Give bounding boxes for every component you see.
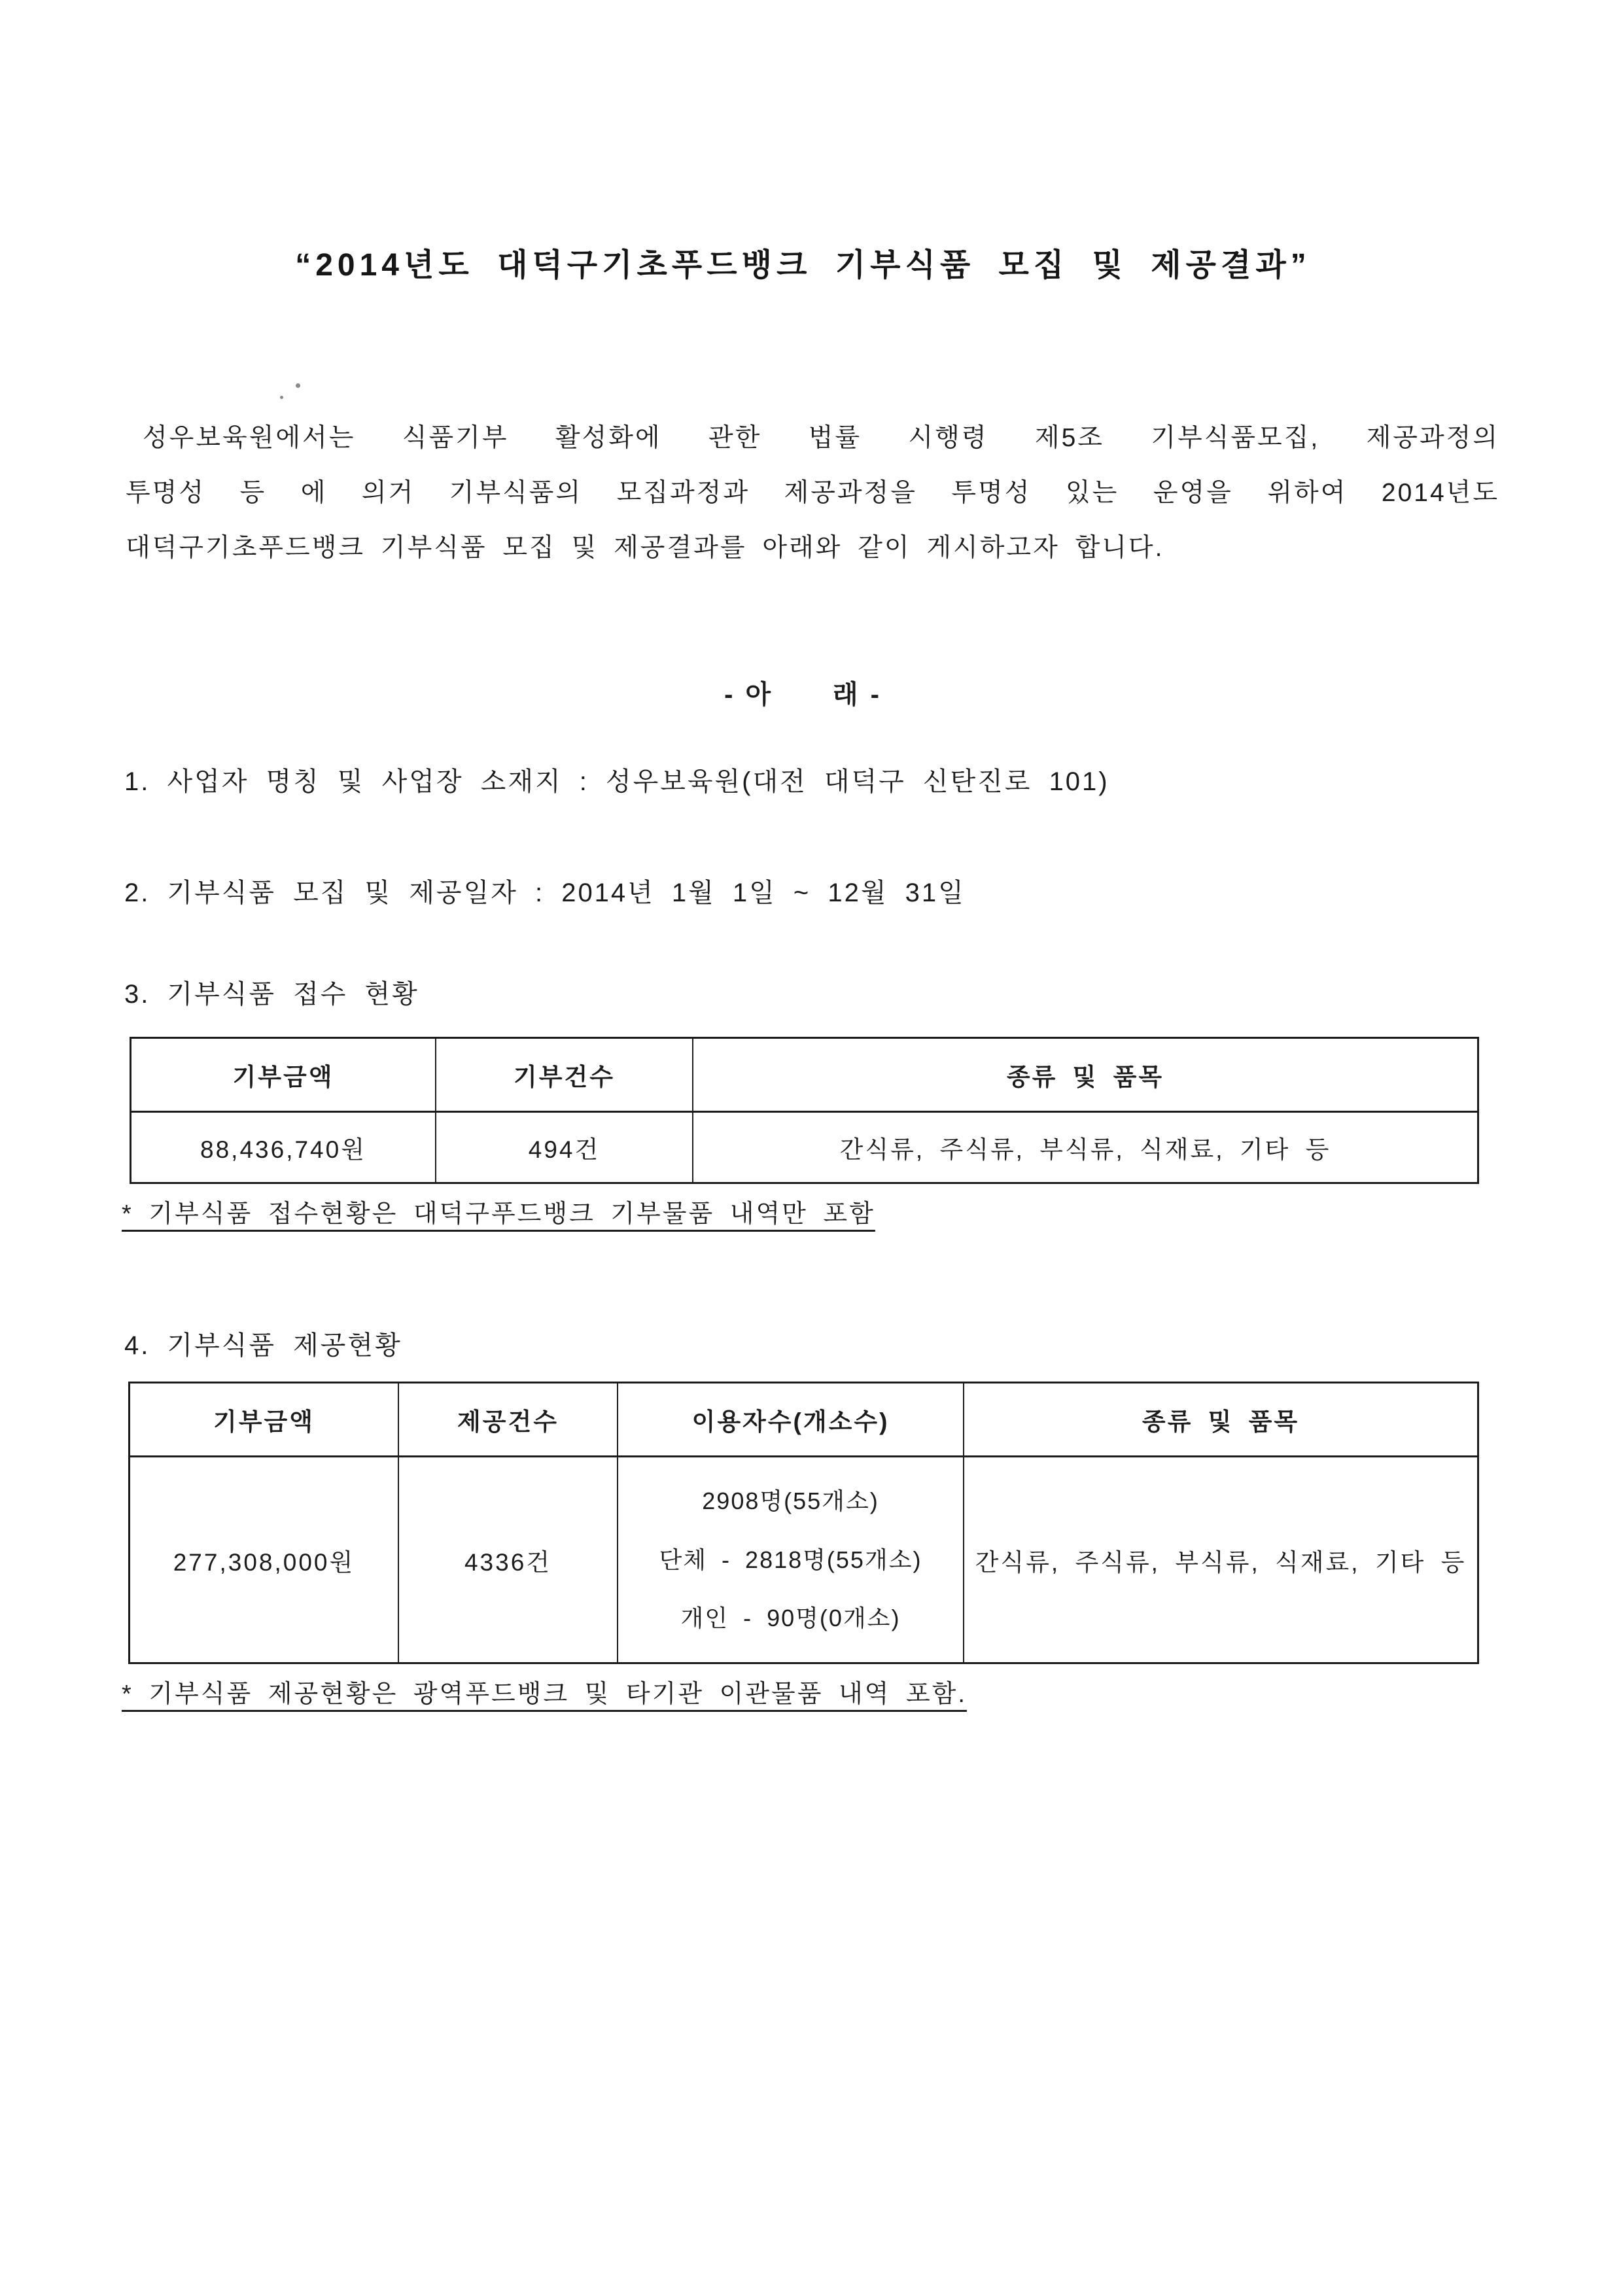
list-item-collection-period: 2. 기부식품 모집 및 제공일자 : 2014년 1월 1일 ~ 12월 31일 — [124, 878, 966, 907]
table1-header-donation-amount: 기부금액 — [232, 1064, 334, 1090]
table2-cell-donation-amount: 277,308,000원 — [130, 1455, 398, 1662]
donation-received-table — [130, 1037, 1479, 1184]
intro-line-2: 투명성 등 에 의거 기부식품의 모집과정과 제공과정을 투명성 있는 운영을 위하여 2014년도 — [126, 479, 1499, 507]
table2-header-item-types: 종류 및 품목 — [963, 1383, 1477, 1455]
table1-header-donation-count: 기부건수 — [435, 1039, 692, 1111]
document-title: “2014년도 대덕구기초푸드뱅크 기부식품 모집 및 제공결과” — [295, 248, 1311, 283]
section4-heading: 4. 기부식품 제공현황 — [124, 1331, 402, 1360]
table2-cell-item-types: 간식류, 주식류, 부식류, 식재료, 기타 등 — [963, 1455, 1477, 1662]
scan-artifact-dot — [296, 383, 300, 388]
table1-cell-item-types: 간식류, 주식류, 부식류, 식재료, 기타 등 — [692, 1111, 1477, 1182]
table2-cell-user-count — [617, 1455, 963, 1662]
table2-header-donation-amount: 기부금액 — [213, 1408, 315, 1435]
donation-provided-table — [128, 1382, 1479, 1664]
table1-cell-donation-amount: 88,436,740원 — [131, 1111, 435, 1182]
section3-heading: 3. 기부식품 접수 현황 — [124, 980, 419, 1009]
below-divider-label: - 아 래 - — [724, 680, 882, 709]
table2-header-user-count: 이용자수(개소수) — [617, 1383, 963, 1455]
list-item-business-name-address: 1. 사업자 명칭 및 사업장 소재지 : 성우보육원(대전 대덕구 신탄진로 101) — [124, 767, 1109, 796]
table2-footnote: * 기부식품 제공현황은 광역푸드뱅크 및 타기관 이관물품 내역 포함. — [122, 1680, 967, 1708]
table1-cell-donation-count: 494건 — [435, 1111, 692, 1182]
scan-artifact-dot — [280, 396, 283, 399]
intro-line-3: 대덕구기초푸드뱅크 기부식품 모집 및 제공결과를 아래와 같이 게시하고자 합니다. — [126, 534, 1164, 562]
table2-cell-provision-count: 4336건 — [398, 1455, 617, 1662]
table1-footnote: * 기부식품 접수현황은 대덕구푸드뱅크 기부물품 내역만 포함 — [122, 1200, 875, 1228]
intro-line-1: 성우보육원에서는 식품기부 활성화에 관한 법률 시행령 제5조 기부식품모집, 제공과정의 — [143, 424, 1499, 452]
intro-paragraph — [126, 419, 1499, 583]
table1-header-item-types: 종류 및 품목 — [692, 1039, 1477, 1111]
user-count-individuals: 개인 - 90명(0개소) — [680, 1605, 901, 1632]
user-count-groups: 단체 - 2818명(55개소) — [659, 1546, 922, 1573]
user-count-total: 2908명(55개소) — [702, 1487, 879, 1515]
table2-header-provision-count: 제공건수 — [398, 1383, 617, 1455]
